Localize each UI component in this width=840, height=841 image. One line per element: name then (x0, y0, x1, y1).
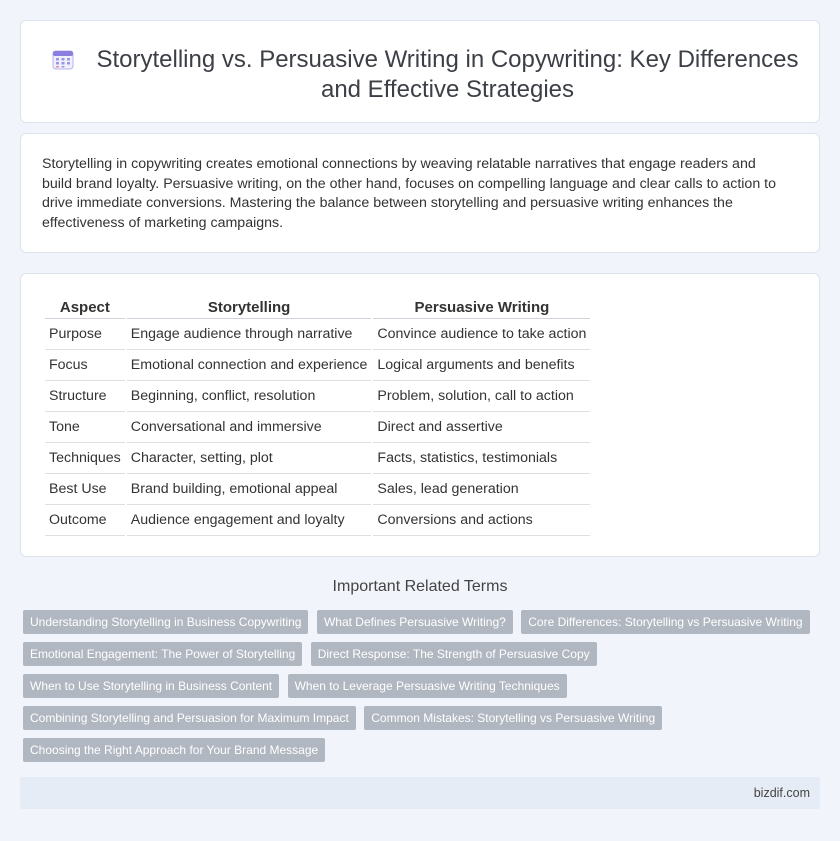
column-header-storytelling: Storytelling (127, 296, 372, 319)
table-cell: Techniques (45, 443, 125, 474)
tag-row (23, 674, 818, 706)
table-cell: Facts, statistics, testimonials (373, 443, 590, 474)
header-card (20, 20, 820, 123)
table-cell: Outcome (45, 505, 125, 536)
table-cell: Brand building, emotional appeal (127, 474, 372, 505)
related-term-link[interactable]: Emotional Engagement: The Power of Storytelling (23, 642, 302, 666)
table-cell: Conversational and immersive (127, 412, 372, 443)
table-cell: Sales, lead generation (373, 474, 590, 505)
table-cell: Character, setting, plot (127, 443, 372, 474)
footer (20, 777, 820, 809)
table-cell: Audience engagement and loyalty (127, 505, 372, 536)
footer-site-link[interactable]: bizdif.com (753, 786, 810, 800)
table-row (45, 474, 590, 505)
table-cell: Tone (45, 412, 125, 443)
table-cell: Conversions and actions (373, 505, 590, 536)
table-cell: Logical arguments and benefits (373, 350, 590, 381)
related-term-link[interactable]: When to Use Storytelling in Business Content (23, 674, 279, 698)
related-terms-heading: Important Related Terms (332, 578, 508, 595)
table-row (45, 319, 590, 350)
comparison-card (20, 273, 820, 557)
table-header-row (45, 296, 590, 319)
table-cell: Structure (45, 381, 125, 412)
table-cell: Convince audience to take action (373, 319, 590, 350)
related-term-link[interactable]: What Defines Persuasive Writing? (317, 610, 513, 634)
tag-row (23, 642, 818, 674)
table-row (45, 443, 590, 474)
table-row (45, 381, 590, 412)
related-terms-list (23, 610, 818, 770)
intro-card (20, 133, 820, 253)
related-term-link[interactable]: Choosing the Right Approach for Your Brand Message (23, 738, 325, 762)
page-title: Storytelling vs. Persuasive Writing in Copywriting: Key Differences and Effective Strategies (96, 46, 799, 103)
related-term-link[interactable]: Combining Storytelling and Persuasion for Maximum Impact (23, 706, 356, 730)
related-term-link[interactable]: Common Mistakes: Storytelling vs Persuasive Writing (364, 706, 662, 730)
comparison-table (43, 296, 592, 536)
table-cell: Purpose (45, 319, 125, 350)
table-row (45, 350, 590, 381)
table-row (45, 412, 590, 443)
table-row (45, 505, 590, 536)
table-cell: Best Use (45, 474, 125, 505)
related-term-link[interactable]: Core Differences: Storytelling vs Persuasive Writing (521, 610, 809, 634)
table-cell: Engage audience through narrative (127, 319, 372, 350)
related-term-link[interactable]: When to Leverage Persuasive Writing Techniques (288, 674, 567, 698)
table-cell: Beginning, conflict, resolution (127, 381, 372, 412)
tag-row (23, 610, 818, 642)
tag-row (23, 706, 818, 738)
related-term-link[interactable]: Understanding Storytelling in Business Copywriting (23, 610, 308, 634)
table-cell: Emotional connection and experience (127, 350, 372, 381)
intro-paragraph: Storytelling in copywriting creates emotional connections by weaving relatable narratives that engage readers and build brand loyalty. Persuasive writing, on the other hand, focuses on compelling language and clear calls to action to drive immediate conversions. Mastering the balance between storytelling and persuasive writing enhances the effectiveness of marketing campaigns. (42, 156, 776, 231)
column-header-aspect: Aspect (45, 296, 125, 319)
related-term-link[interactable]: Direct Response: The Strength of Persuasive Copy (311, 642, 597, 666)
table-cell: Direct and assertive (373, 412, 590, 443)
column-header-persuasive: Persuasive Writing (373, 296, 590, 319)
tag-row (23, 738, 818, 770)
table-cell: Focus (45, 350, 125, 381)
table-cell: Problem, solution, call to action (373, 381, 590, 412)
